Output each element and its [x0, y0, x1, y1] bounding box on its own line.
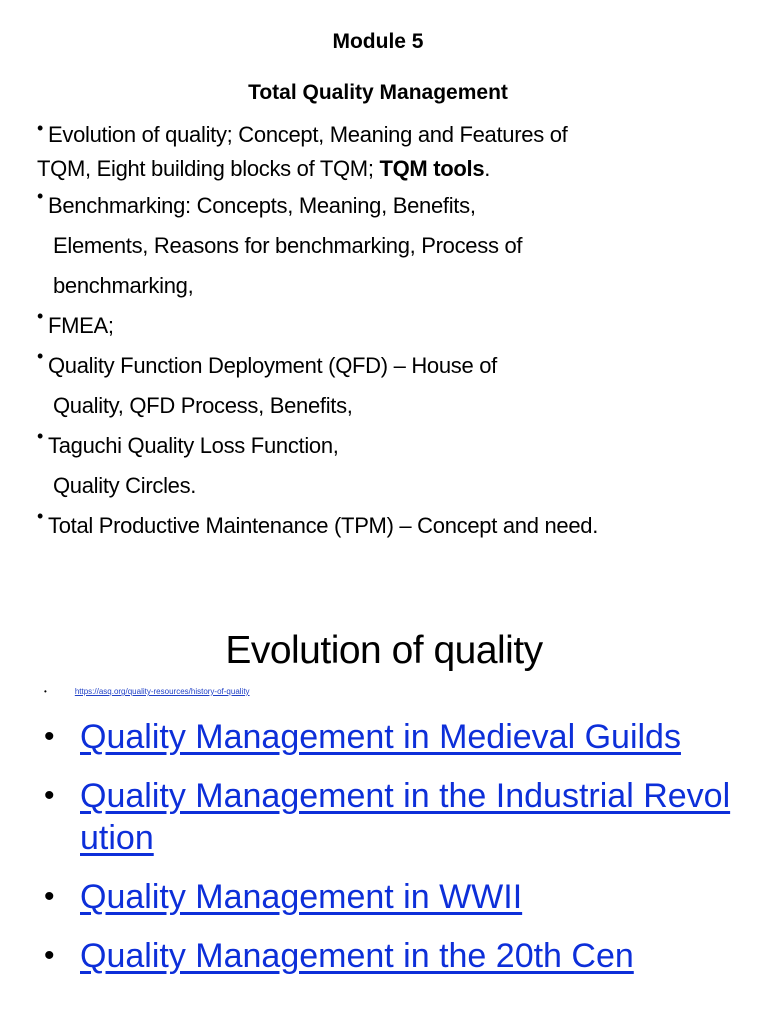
bullet-icon: •: [44, 720, 55, 753]
list-item: [44, 935, 744, 977]
topic-item: [37, 426, 737, 506]
bullet-icon: •: [44, 880, 55, 913]
history-links-list: [44, 716, 744, 994]
topic-line: Evolution of quality; Concept, Meaning and Features of: [48, 122, 568, 147]
bullet-icon: •: [37, 118, 44, 138]
bullet-icon: •: [37, 426, 44, 446]
medieval-guilds-link[interactable]: Quality Management in Medieval Guilds: [80, 718, 681, 756]
industrial-revolution-link[interactable]: Quality Management in the Industrial Revolution: [80, 777, 731, 857]
topic-line: Quality Function Deployment (QFD) – House of: [48, 353, 497, 378]
bullet-icon: •: [37, 346, 44, 366]
bullet-icon: •: [44, 939, 55, 972]
topic-item: [37, 346, 737, 426]
topic-line: Total Productive Maintenance (TPM) – Concept and need.: [48, 513, 598, 538]
topic-line: Quality, QFD Process, Benefits,: [53, 393, 353, 418]
bullet-icon: •: [37, 306, 44, 326]
slide-evolution-of-quality: [0, 580, 768, 1024]
slide-title: Evolution of quality: [225, 629, 543, 672]
topic-item: [37, 506, 737, 546]
source-reference: [44, 686, 250, 698]
topic-line: FMEA;: [48, 313, 114, 338]
topic-item: [37, 186, 737, 306]
subject-title: Total Quality Management: [248, 81, 508, 104]
topic-bold-text: TQM tools: [379, 156, 485, 181]
bullet-icon: •: [44, 779, 55, 812]
topic-line: TQM, Eight building blocks of TQM; TQM tools.: [37, 156, 491, 181]
list-item: [44, 775, 744, 859]
list-item: [44, 716, 744, 758]
bullet-icon: •: [37, 506, 44, 526]
topic-list: [37, 118, 737, 546]
module-title: Module 5: [332, 30, 424, 53]
bullet-icon: •: [37, 186, 44, 206]
topic-line: Elements, Reasons for benchmarking, Process of: [53, 233, 523, 258]
topic-line: Benchmarking: Concepts, Meaning, Benefits,: [48, 193, 476, 218]
source-link[interactable]: https://asq.org/quality-resources/history-of-quality: [74, 687, 250, 696]
bullet-icon: •: [44, 687, 47, 696]
topic-line: benchmarking,: [53, 273, 194, 298]
list-item: [44, 876, 744, 918]
topic-line: Quality Circles.: [53, 473, 197, 498]
topic-item: [37, 306, 737, 346]
wwii-link[interactable]: Quality Management in WWII: [80, 878, 523, 916]
twentieth-century-link[interactable]: Quality Management in the 20th Cen: [80, 937, 634, 975]
topic-item: [37, 118, 737, 186]
topic-line: Taguchi Quality Loss Function,: [48, 433, 339, 458]
